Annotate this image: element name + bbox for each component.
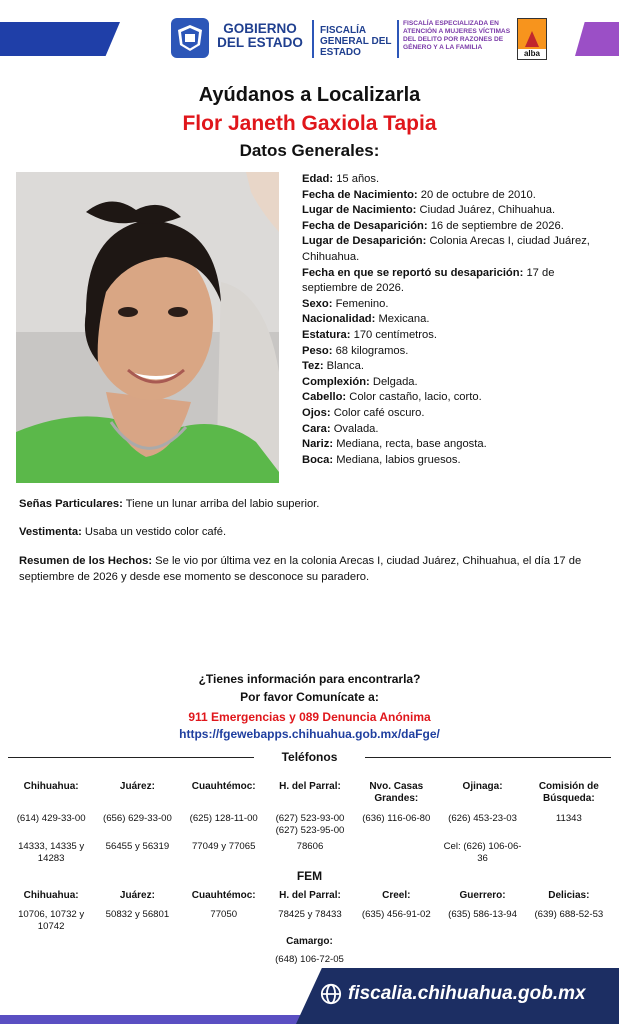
phone-number: 11343	[555, 813, 582, 824]
header-separator	[312, 20, 314, 58]
detail-row	[302, 172, 607, 188]
state-seal-icon	[171, 18, 209, 58]
info-question: ¿Tienes información para encontrarla?	[198, 672, 421, 686]
report-link[interactable]: https://fgewebapps.chihuahua.gob.mx/daFge/	[179, 727, 440, 741]
detail-label: Fecha en que se reportó su desaparición:	[302, 266, 524, 279]
camargo-label: Camargo:	[286, 936, 333, 947]
fem-row	[8, 909, 612, 933]
office-name: Cuauhtémoc:	[191, 781, 256, 792]
detail-value: Ovalada.	[333, 422, 379, 435]
detail-row	[302, 219, 607, 235]
detail-label: Sexo:	[302, 297, 333, 310]
vestimenta	[19, 524, 605, 540]
office-name: H. del Parral:	[279, 890, 341, 901]
phone-number: 10706, 10732 y 10742	[18, 909, 85, 932]
footer-band-purple	[0, 1015, 300, 1024]
senas-value: Tiene un lunar arriba del labio superior.	[125, 498, 320, 510]
office-name: Nvo. Casas Grandes:	[369, 781, 424, 804]
detail-label: Nariz:	[302, 438, 334, 451]
phone-number: 78425 y 78433	[278, 909, 342, 920]
detail-row	[302, 422, 607, 438]
phone-number: (614) 429-33-00	[16, 813, 86, 824]
phone-number: (639) 688-52-53	[534, 909, 604, 920]
call-to-action: Por favor Comunícate a:	[240, 690, 379, 704]
phone-number: (635) 456-91-02	[361, 909, 431, 920]
resumen-value: Se le vio por última vez en la colonia Arecas I, ciudad Juárez, Chihuahua, el día 17 de septiembre de 2026 y desde ese momento se desconoce su paradero.	[19, 555, 582, 583]
office-name: Ojinaga:	[462, 781, 503, 792]
fem-headers	[8, 890, 612, 902]
header-band-right	[575, 22, 619, 56]
detail-label: Lugar de Nacimiento:	[302, 204, 417, 217]
footer-website[interactable]	[320, 983, 586, 1005]
vestimenta-label: Vestimenta:	[19, 526, 82, 538]
detail-row	[302, 453, 607, 469]
detail-value: Colonia Arecas I, ciudad Juárez, Chihuahua.	[302, 235, 590, 263]
detail-row	[302, 297, 607, 313]
phone-number: (636) 116-06-80	[362, 813, 431, 824]
phone-extension: 14333, 14335 y 14283	[18, 841, 85, 864]
detail-label: Fecha de Nacimiento:	[302, 188, 418, 201]
office-name: Juárez:	[119, 890, 155, 901]
senas-label: Señas Particulares:	[19, 498, 123, 510]
phone-number: (626) 453-23-03	[448, 813, 517, 824]
detail-row	[302, 234, 607, 265]
fem-title: FEM	[296, 869, 323, 883]
phone-extension: Cel: (626) 106-06-36	[443, 841, 522, 864]
telefonos-row	[8, 813, 612, 837]
person-photo	[16, 172, 279, 483]
detail-row	[302, 375, 607, 391]
camargo-phone: (648) 106-72-05	[275, 954, 344, 965]
detail-value: Mexicana.	[378, 313, 430, 326]
detail-value: Mediana, labios gruesos.	[336, 453, 461, 466]
detail-label: Cabello:	[302, 391, 347, 404]
detail-value: Ciudad Juárez, Chihuahua.	[419, 204, 556, 217]
details-list	[302, 172, 607, 468]
detail-row	[302, 344, 607, 360]
office-name: Comisión de Búsqueda:	[538, 781, 599, 804]
detail-label: Fecha de Desaparición:	[302, 219, 428, 232]
fiscalia-general: FISCALÍA GENERAL DEL ESTADO	[320, 25, 392, 58]
phone-number: 77050	[210, 909, 238, 920]
page-title: Ayúdanos a Localizarla	[198, 84, 421, 106]
resumen-hechos	[19, 553, 605, 585]
detail-value: Color café oscuro.	[333, 406, 425, 419]
phone-extension: 77049 y 77065	[191, 841, 256, 852]
detail-label: Ojos:	[302, 406, 331, 419]
detail-row	[302, 390, 607, 406]
section-title: Datos Generales:	[239, 141, 380, 160]
senas-particulares	[19, 496, 605, 512]
detail-value: 15 años.	[336, 173, 380, 185]
office-name: Creel:	[382, 890, 411, 901]
detail-value: Mediana, recta, base angosta.	[336, 438, 487, 451]
detail-value: 68 kilogramos.	[335, 344, 409, 357]
detail-value: Color castaño, lacio, corto.	[349, 391, 482, 404]
detail-value: 20 de octubre de 2010.	[420, 188, 536, 201]
detail-value: Blanca.	[326, 360, 364, 373]
office-name: Chihuahua:	[23, 890, 79, 901]
detail-row	[302, 266, 607, 297]
resumen-label: Resumen de los Hechos:	[19, 555, 153, 567]
footer-url: fiscalia.chihuahua.gob.mx	[348, 983, 586, 1004]
detail-value: 16 de septiembre de 2026.	[430, 219, 564, 232]
phone-extension	[526, 841, 612, 865]
header-separator	[397, 20, 399, 58]
office-name: Delicias:	[548, 890, 590, 901]
detail-row	[302, 203, 607, 219]
detail-value: Delgada.	[372, 375, 418, 388]
phone-number: (625) 128-11-00	[189, 813, 258, 824]
globe-icon	[320, 983, 342, 1005]
detail-label: Peso:	[302, 344, 333, 357]
detail-value: 17 de septiembre de 2026.	[302, 266, 555, 295]
detail-label: Cara:	[302, 422, 331, 435]
emergency-numbers: 911 Emergencias y 089 Denuncia Anónima	[188, 710, 431, 724]
detail-label: Edad:	[302, 173, 334, 185]
telefonos-row	[8, 841, 612, 865]
alba-logo	[517, 18, 547, 60]
detail-row	[302, 437, 607, 453]
office-name: Chihuahua:	[23, 781, 79, 792]
gobierno-del-estado: GOBIERNO DEL ESTADO	[217, 21, 303, 50]
phone-extension: 78606	[296, 841, 324, 852]
fiscalia-especializada: FISCALÍA ESPECIALIZADA EN ATENCIÓN A MUJERES VÍCTIMAS DEL DELITO POR RAZONES DE GÉNERO Y A LA FAMILIA	[403, 20, 511, 51]
detail-label: Boca:	[302, 453, 334, 466]
person-name: Flor Janeth Gaxiola Tapia	[182, 112, 437, 135]
detail-value: 170 centímetros.	[353, 328, 437, 341]
phone-extension	[353, 841, 439, 865]
office-name: Guerrero:	[459, 890, 506, 901]
telefonos-title: Teléfonos	[281, 750, 338, 764]
detail-label: Nacionalidad:	[302, 313, 376, 326]
detail-label: Complexión:	[302, 375, 370, 388]
detail-row	[302, 328, 607, 344]
phone-extension: 56455 y 56319	[105, 841, 170, 852]
detail-row	[302, 312, 607, 328]
phone-number: (627) 523-93-00 (627) 523-95-00	[275, 813, 345, 836]
office-name: H. del Parral:	[279, 781, 341, 792]
vestimenta-value: Usaba un vestido color café.	[84, 526, 227, 538]
telefonos-headers	[8, 781, 612, 805]
detail-label: Tez:	[302, 360, 324, 373]
detail-row	[302, 188, 607, 204]
office-name: Cuauhtémoc:	[191, 890, 256, 901]
header-band-left	[0, 22, 120, 56]
phone-number: (656) 629-33-00	[103, 813, 172, 824]
phone-number: (635) 586-13-94	[448, 909, 517, 920]
detail-label: Lugar de Desaparición:	[302, 235, 427, 248]
detail-row	[302, 359, 607, 375]
detail-label: Estatura:	[302, 328, 351, 341]
detail-value: Femenino.	[335, 297, 389, 310]
alba-label: alba	[518, 49, 546, 59]
office-name: Juárez:	[119, 781, 155, 792]
alba-mark-icon	[525, 31, 539, 47]
phone-number: 50832 y 56801	[105, 909, 170, 920]
detail-row	[302, 406, 607, 422]
